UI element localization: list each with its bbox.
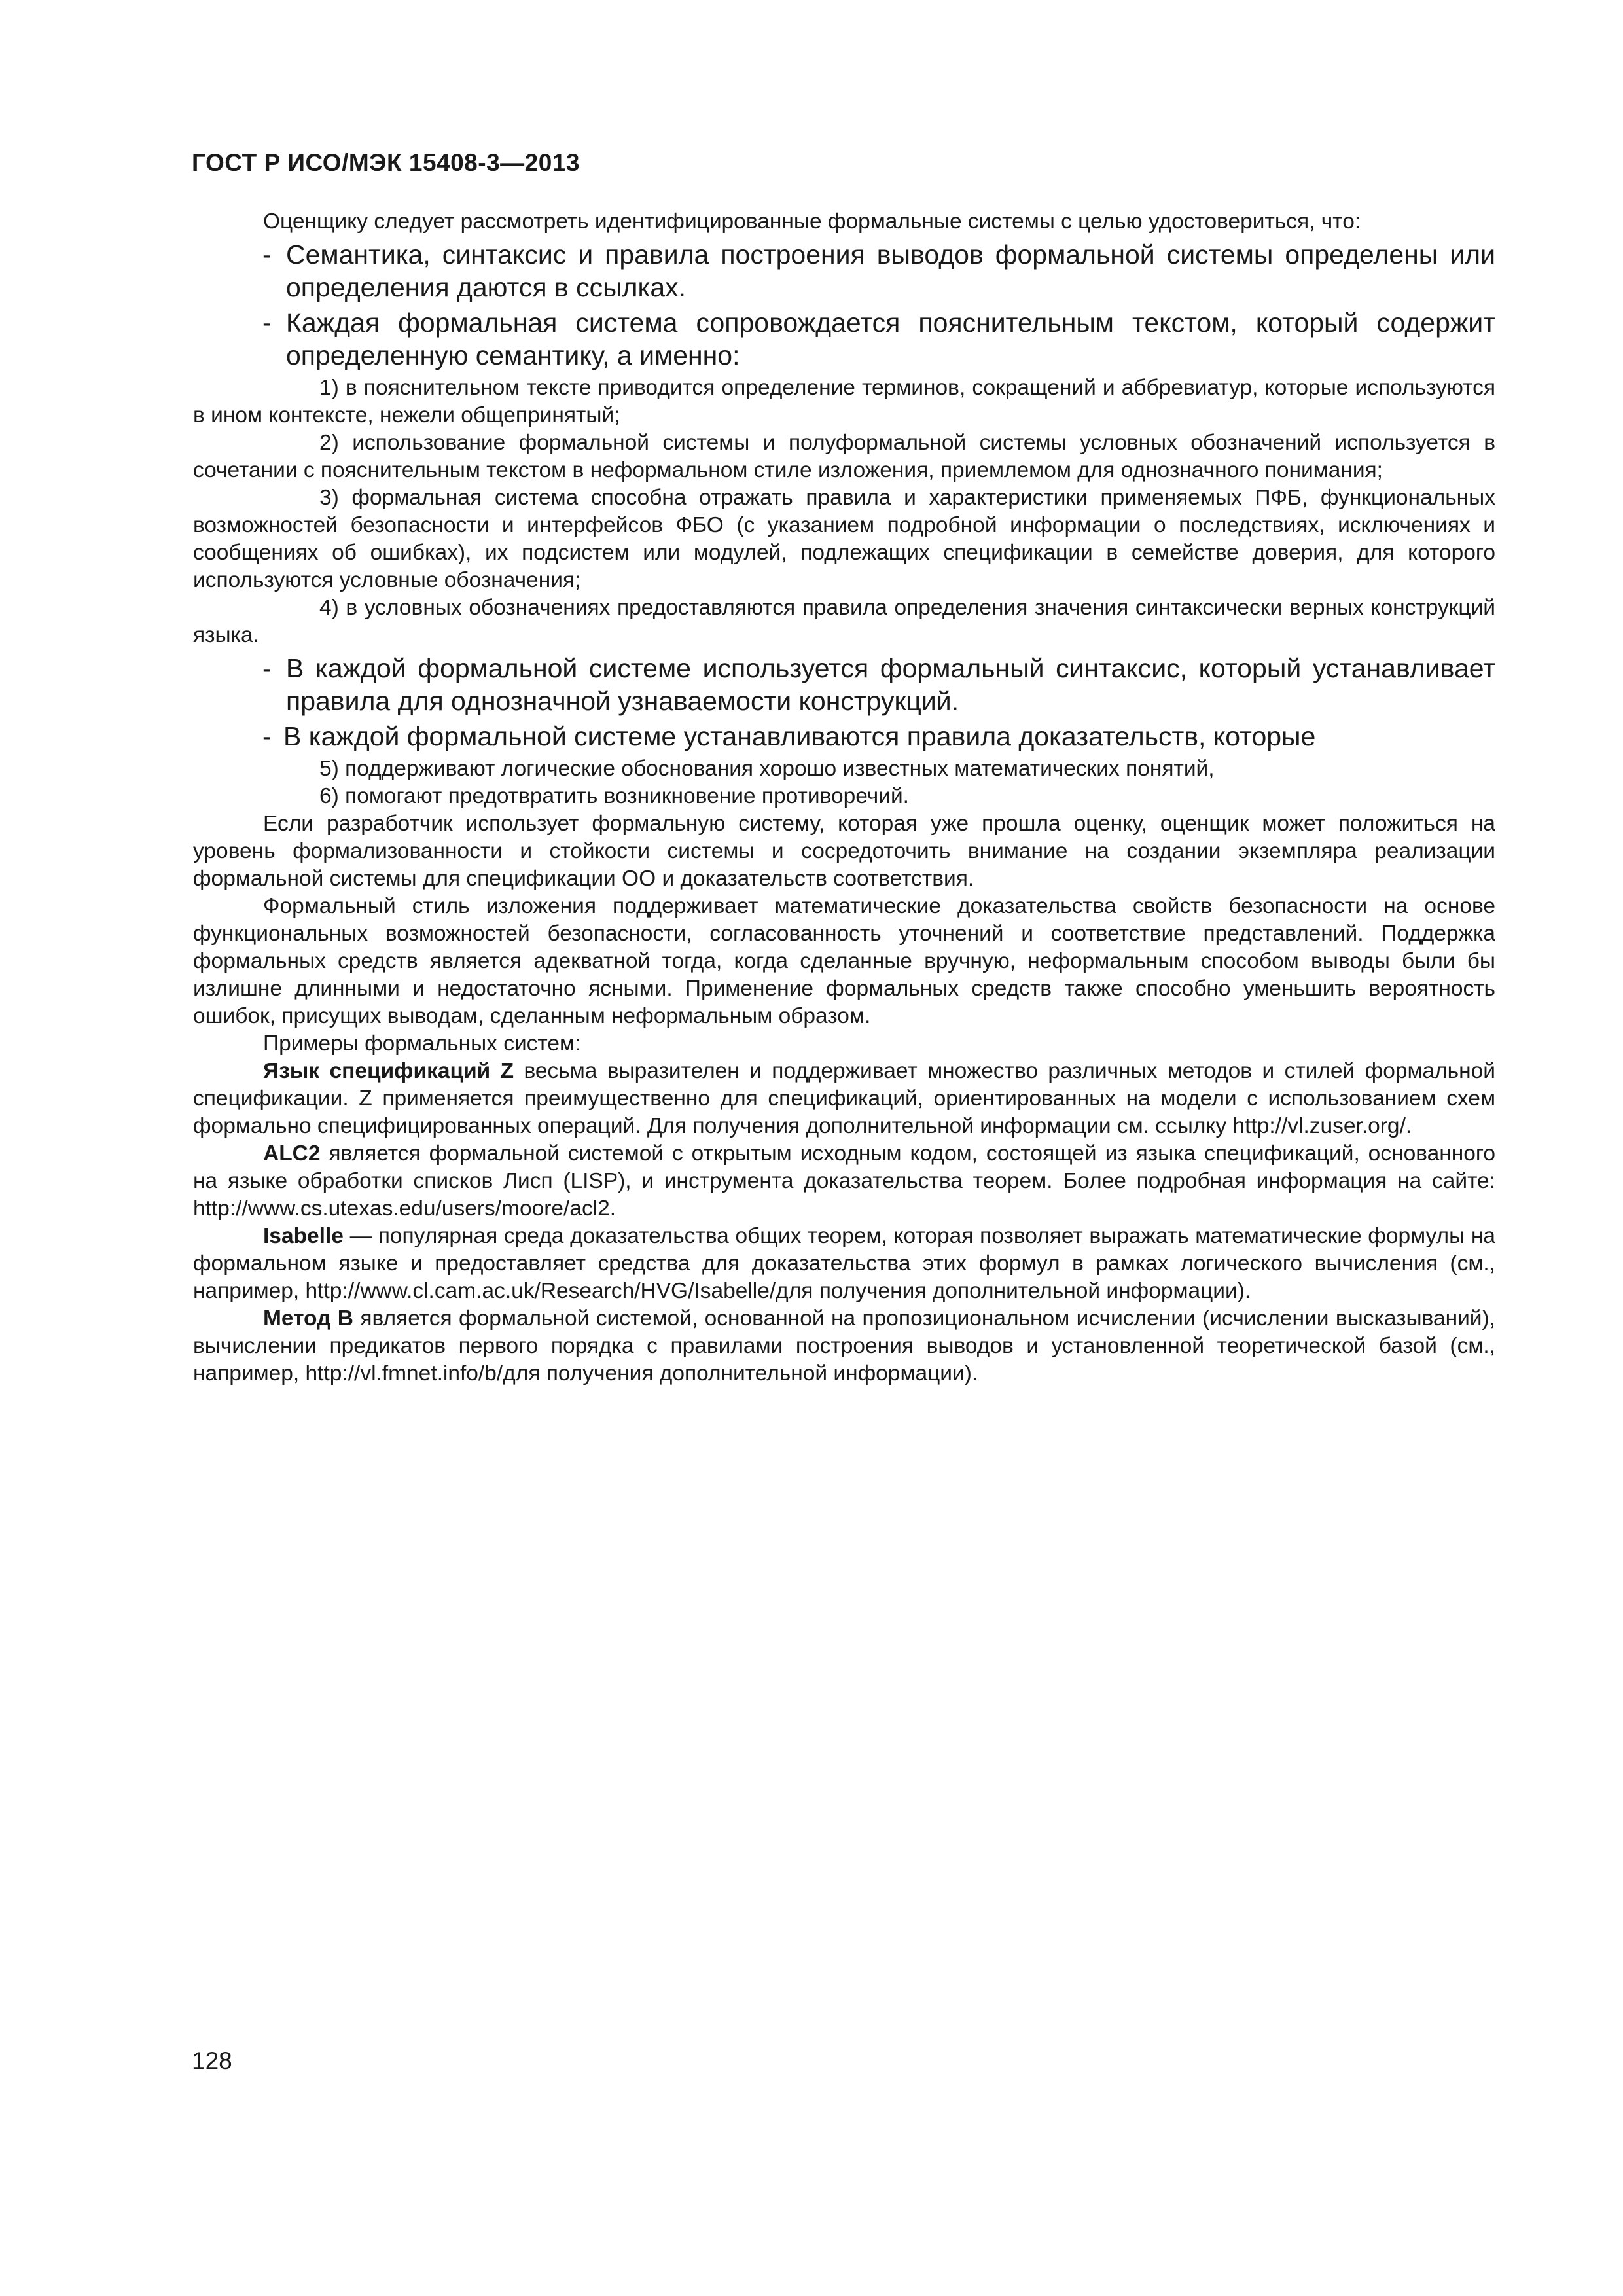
bullet-item: [193, 306, 1495, 372]
formal-style-paragraph: Формальный стиль изложения поддерживает математические доказательства свойств безопасности на основе функциональных возможностей безопасности, согласованность уточнений и соответствие представлений. Поддержка формальных средств является адекватной тогда, когда сделанные вручную, неформальным способом выводы были бы излишне длинными и недостаточно ясными. Применение формальных средств также способно уменьшить вероятность ошибок, присущих выводам, сделанным неформальным образом.: [193, 894, 1495, 1028]
example-term: Метод В: [263, 1306, 353, 1331]
intro-paragraph: Оценщику следует рассмотреть идентифицированные формальные системы с целью удостовериться, что:: [263, 209, 1361, 234]
bullet-item: [193, 652, 1495, 717]
bullet-item: [193, 238, 1495, 304]
example-text: — популярная среда доказательства общих теорем, которая позволяет выражать математические формулы на формальном языке и предоставляет средства для доказательства этих формул в рамках логического вычисления (см., например, http://www.cl.cam.ac.uk/Research/HVG/Isabelle/для получения дополнительной информации).: [193, 1224, 1495, 1303]
developer-paragraph: Если разработчик использует формальную систему, которая уже прошла оценку, оценщик может положиться на уровень формализованности и стойкости системы и сосредоточить внимание на создании экземпляра реализации формальной системы для спецификации ОО и доказательств соответствия.: [193, 812, 1495, 891]
example-text: весьма выразителен и поддерживает множество различных методов и стилей формальной спецификации. Z применяется преимущественно для спецификаций, ориентированных на модели с использованием схем формально специфицированных операций. Для получения дополнительной информации см. ссылку http://vl.zuser.org/.: [193, 1059, 1495, 1138]
example-paragraph: [193, 1058, 1495, 1140]
bullet-item: [193, 720, 1495, 753]
bullet-dash: -: [262, 721, 272, 751]
example-text: является формальной системой, основанной на пропозициональном исчислении (исчислении высказываний), вычислении предикатов первого порядка с правилами построения выводов и установленной теоретической базой (см., например, http://vl.fmnet.info/b/для получения дополнительной информации).: [193, 1306, 1495, 1386]
bullet-text: В каждой формальной системе устанавливаются правила доказательств, которые: [283, 721, 1316, 751]
numbered-item: 2) использование формальной системы и полуформальной системы условных обозначений используется в сочетании с пояснительным текстом в неформальном стиле изложения, приемлемом для однозначного понимания;: [193, 431, 1495, 482]
numbered-item: 1) в пояснительном тексте приводится определение терминов, сокращений и аббревиатур, которые используются в ином контексте, нежели общепринятый;: [193, 376, 1495, 427]
bullet-dash: -: [262, 240, 272, 270]
example-paragraph: [193, 1223, 1495, 1305]
bullet-dash: -: [262, 308, 272, 338]
example-paragraph: [193, 1140, 1495, 1223]
bullet-text: В каждой формальной системе используется формальный синтаксис, который устанавливает правила для однозначной узнаваемости конструкций.: [286, 653, 1495, 716]
numbered-item: 3) формальная система способна отражать правила и характеристики применяемых ПФБ, функциональных возможностей безопасности и интерфейсов ФБО (с указанием подробной информации о последствиях, исключениях и сообщениях об ошибках), их подсистем или модулей, подлежащих спецификации в семействе доверия, для которого используются условные обозначения;: [193, 486, 1495, 592]
page-number: 128: [192, 2047, 232, 2074]
document-header: ГОСТ Р ИСО/МЭК 15408-3—2013: [192, 149, 580, 176]
bullet-text: Каждая формальная система сопровождается пояснительным текстом, который содержит определенную семантику, а именно:: [286, 308, 1495, 370]
example-term: Язык спецификаций Z: [263, 1059, 514, 1083]
examples-intro: Примеры формальных систем:: [263, 1031, 581, 1056]
bullet-text: Семантика, синтаксис и правила построения выводов формальной системы определены или определения даются в ссылках.: [286, 240, 1495, 302]
numbered-item: 6) помогают предотвратить возникновение противоречий.: [319, 784, 909, 808]
numbered-item: 5) поддерживают логические обоснования хорошо известных математических понятий,: [319, 757, 1215, 781]
document-body: [193, 208, 1495, 1388]
bullet-dash: -: [262, 653, 272, 683]
example-text: является формальной системой с открытым исходным кодом, состоящей из языка спецификаций, основанного на языке обработки списков Лисп (LISP), и инструмента доказательства теорем. Более подробная информация на сайте: http://www.cs.utexas.edu/users/moore/acl2.: [193, 1141, 1495, 1221]
numbered-item: 4) в условных обозначениях предоставляются правила определения значения синтаксически верных конструкций языка.: [193, 596, 1495, 647]
example-term: ALC2: [263, 1141, 321, 1166]
example-paragraph: [193, 1305, 1495, 1388]
example-term: Isabelle: [263, 1224, 344, 1248]
